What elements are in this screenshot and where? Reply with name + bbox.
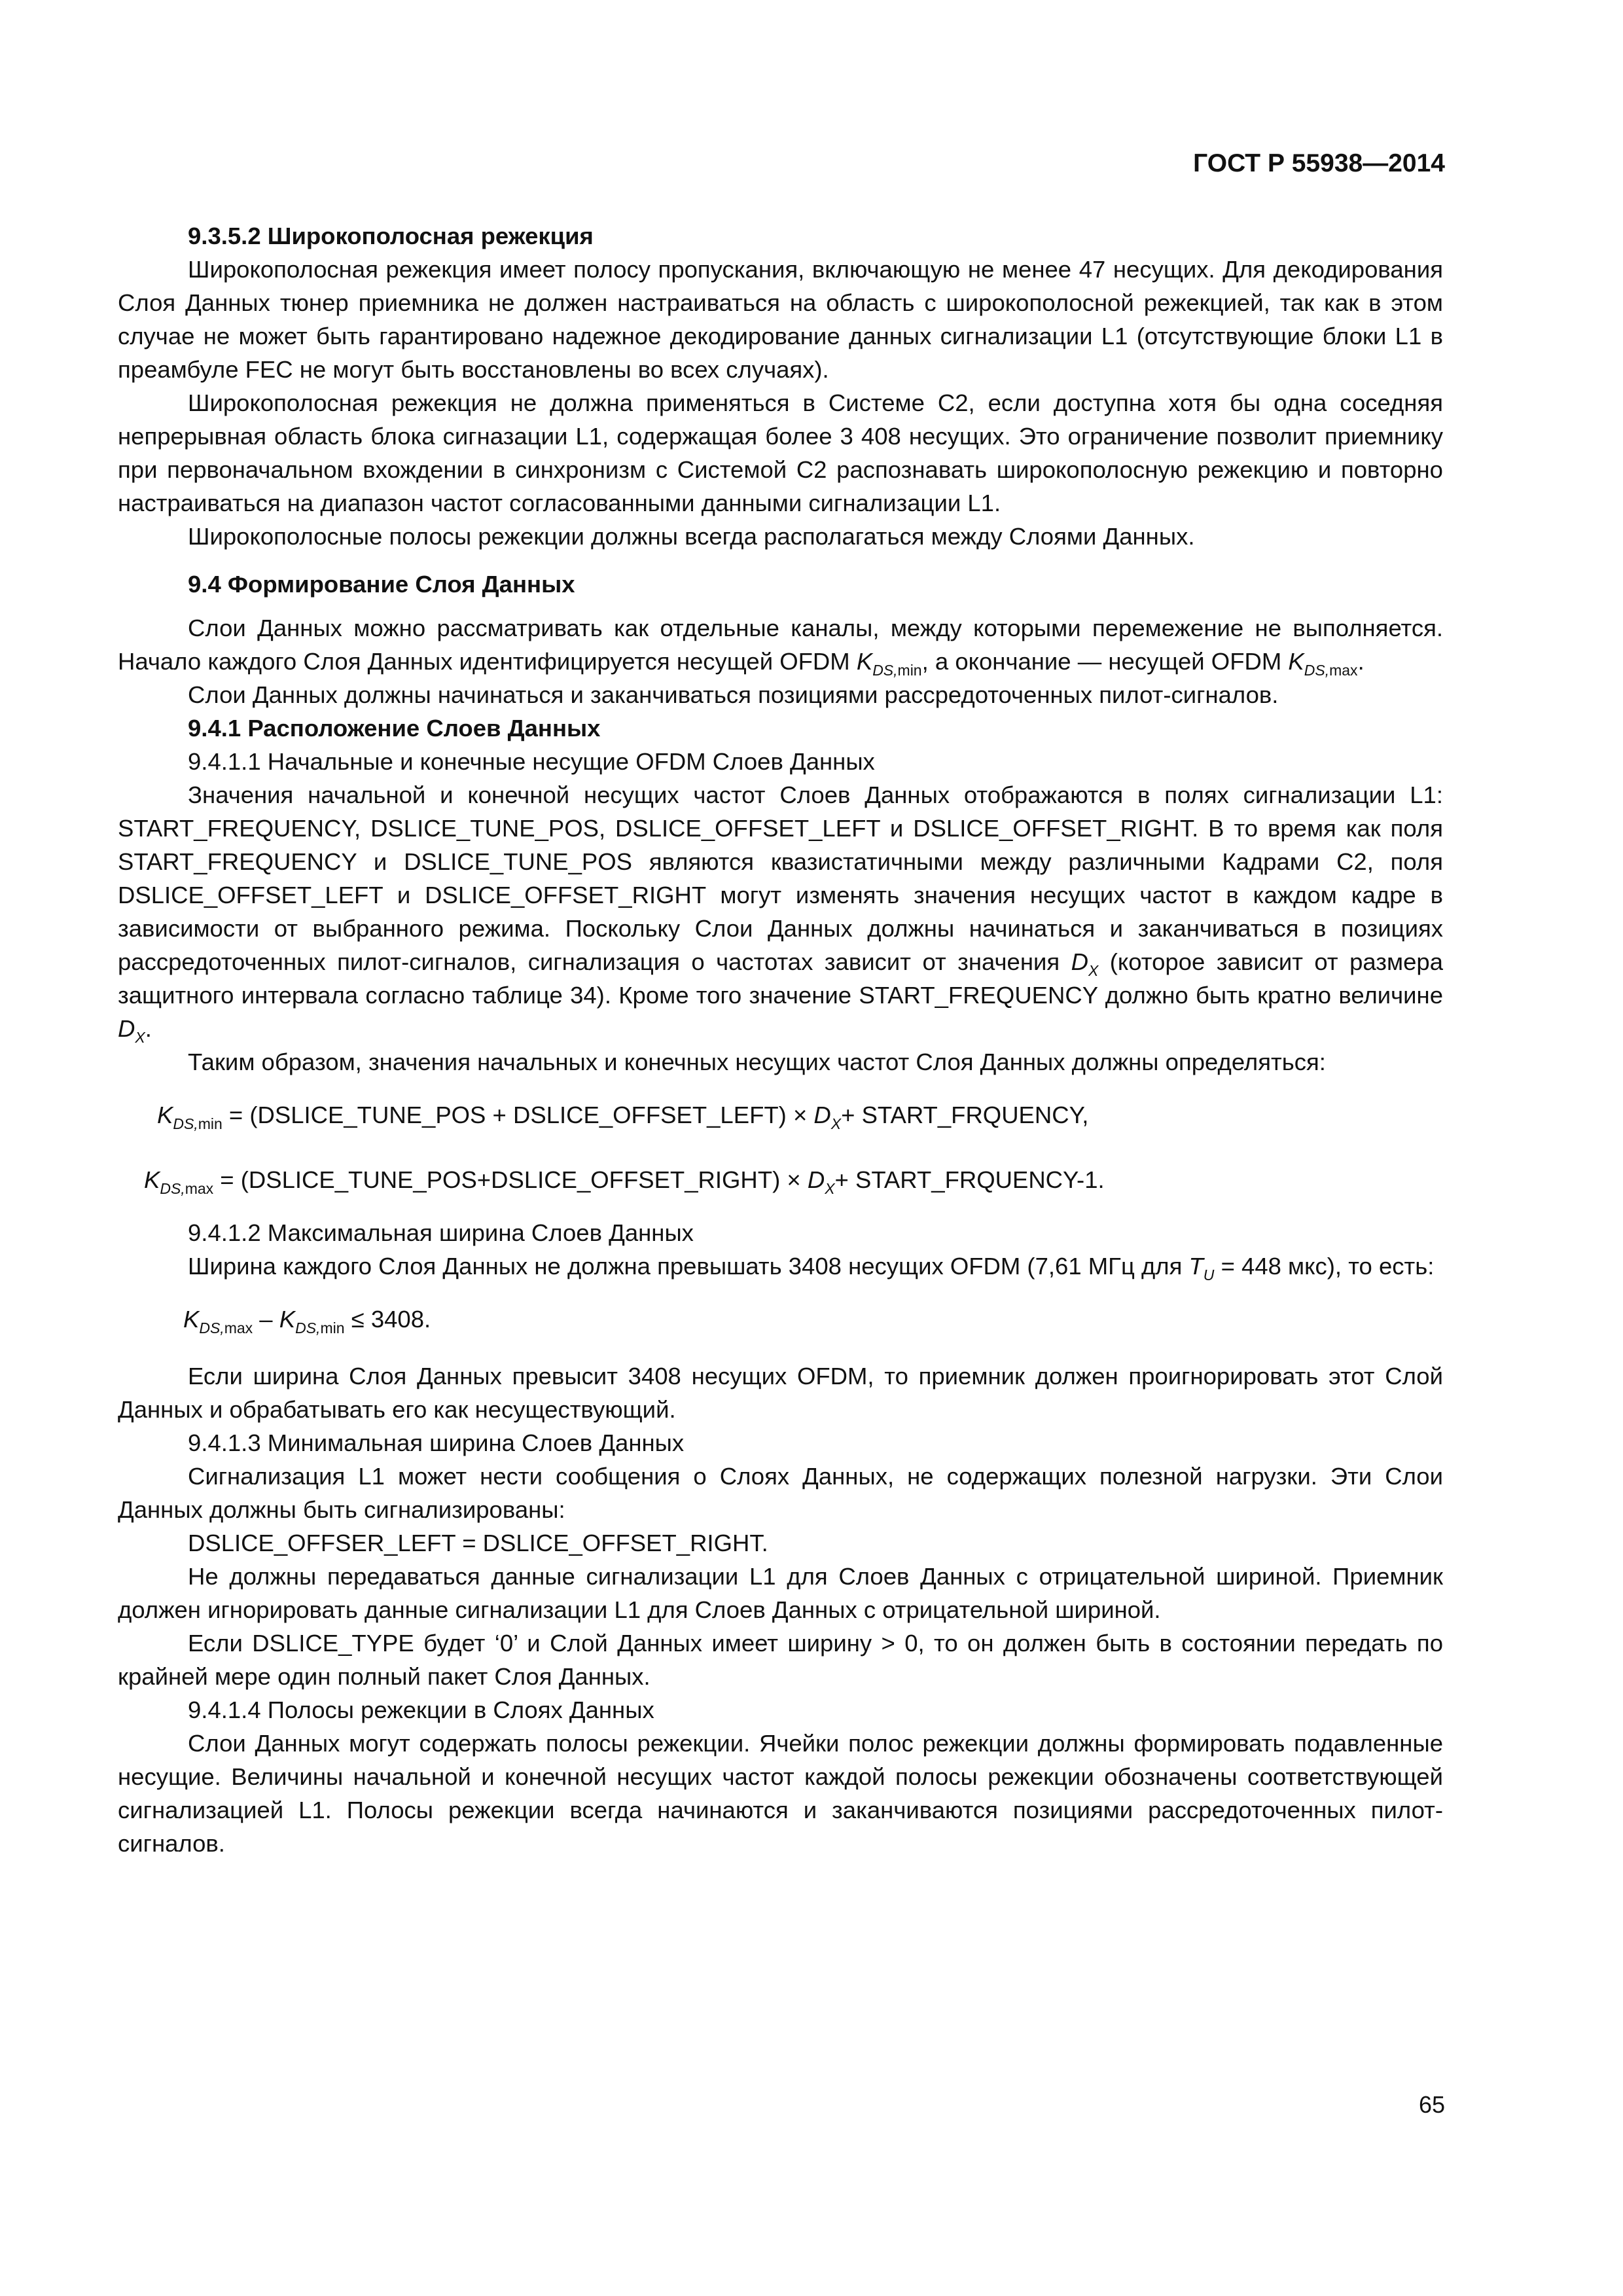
subsection-heading-9-4-1-2: 9.4.1.2 Максимальная ширина Слоев Данных: [188, 1219, 694, 1246]
formula-width-limit: $K_{DS,max} - K_{DS,min} \le 3408$.: [183, 1306, 431, 1336]
paragraph: Не должны передаваться данные сигнализации L1 для Слоев Данных с отрицательной шириной. Приемник должен игнорировать данные сигнализации L1 для Слоев Данных с отрицательной шириной.: [118, 1563, 1443, 1623]
paragraph: Если DSLICE_TYPE будет ‘0’ и Слой Данных имеет ширину > 0, то он должен быть в состоянии передать по крайней мере один полный пакет Слоя Данных.: [118, 1630, 1443, 1690]
paragraph: Слои Данных могут содержать полосы режекции. Ячейки полос режекции должны формировать подавленные несущие. Величины начальной и конечной несущих частот каждой полосы режекции обозначены соответствующей сигнализацией L1. Полосы режекции всегда начинаются и заканчиваются позициями рассредоточенных пилот-сигналов.: [118, 1730, 1443, 1857]
paragraph: Слои Данных можно рассматривать как отдельные каналы, между которыми перемежение не выполняется. Начало каждого Слоя Данных идентифицируется несущей OFDM $K_{DS,min}$, а окончание — несущей OFDM $K_{DS,max}$.: [118, 615, 1443, 679]
paragraph: Таким образом, значения начальных и конечных несущих частот Слоя Данных должны определяться:: [188, 1049, 1326, 1075]
document-body: [118, 219, 1443, 1860]
paragraph: Широкополосная режекция имеет полосу пропускания, включающую не менее 47 несущих. Для декодирования Слоя Данных тюнер приемника не должен настраиваться на область с широкополосной режекцией, так как в этом случае не может быть гарантировано надежное декодирование данных сигнализации L1 (отсутствующие блоки L1 в преамбуле FEC не могут быть восстановлены во всех случаях).: [118, 256, 1443, 383]
section-heading-9-4: 9.4 Формирование Слоя Данных: [188, 571, 575, 598]
subsection-heading-9-4-1-1: 9.4.1.1 Начальные и конечные несущие OFDM Слоев Данных: [188, 748, 875, 775]
paragraph: Ширина каждого Слоя Данных не должна превышать 3408 несущих OFDM (7,61 МГц для $T_U = 448$ мкс), то есть:: [188, 1253, 1435, 1283]
page-number: 65: [1418, 2091, 1445, 2118]
formula-k-ds-min: $K_{DS,min}$ = (DSLICE_TUNE_POS + DSLICE_OFFSET_LEFT) × $D_X+$ START_FRQUENCY,: [157, 1102, 1089, 1132]
paragraph: Значения начальной и конечной несущих частот Слоев Данных отображаются в полях сигнализации L1: START_FREQUENCY, DSLICE_TUNE_POS, DSLICE_OFFSET_LEFT и DSLICE_OFFSET_RIGHT. В то время как поля START_FREQUENCY и DSLICE_TUNE_POS являются квазистатичными между различными Кадрами С2, поля DSLICE_OFFSET_LEFT и DSLICE_OFFSET_RIGHT могут изменять значения несущих частот в каждом кадре в зависимости от выбранного режима. Поскольку Слои Данных должны начинаться и заканчиваться в позициях рассредоточенных пилот-сигналов, сигнализация о частотах зависит от значения $D_X$ (которое зависит от размера защитного интервала согласно таблице 34). Кроме того значение START_FREQUENCY должно быть кратно величине $D_X$.: [118, 781, 1443, 1046]
paragraph: DSLICE_OFFSER_LEFT = DSLICE_OFFSET_RIGHT.: [188, 1530, 768, 1556]
paragraph: Сигнализация L1 может нести сообщения о Слоях Данных, не содержащих полезной нагрузки. Эти Слои Данных должны быть сигнализированы:: [118, 1463, 1443, 1523]
formula-k-ds-max: $K_{DS,max}$ = (DSLICE_TUNE_POS+DSLICE_OFFSET_RIGHT) × $D_X+$ START_FRQUENCY-1.: [144, 1166, 1105, 1197]
paragraph: Широкополосная режекция не должна применяться в Системе С2, если доступна хотя бы одна соседняя непрерывная область блока сигназации L1, содержащая более 3 408 несущих. Это ограничение позволит приемнику при первоначальном вхождении в синхронизм с Системой С2 распознавать широкополосную режекцию и повторно настраиваться на диапазон частот согласованными данными сигнализации L1.: [118, 389, 1443, 516]
paragraph: Широкополосные полосы режекции должны всегда располагаться между Слоями Данных.: [188, 523, 1195, 550]
subsection-heading-9-4-1-4: 9.4.1.4 Полосы режекции в Слоях Данных: [188, 1696, 654, 1723]
section-heading-9-3-5-2: 9.3.5.2 Широкополосная режекция: [188, 223, 594, 249]
paragraph: Слои Данных должны начинаться и заканчиваться позициями рассредоточенных пилот-сигналов.: [188, 681, 1279, 708]
document-standard-id: ГОСТ Р 55938—2014: [1193, 149, 1445, 177]
paragraph: Если ширина Слоя Данных превысит 3408 несущих OFDM, то приемник должен проигнорировать этот Слой Данных и обрабатывать его как несуществующий.: [118, 1363, 1443, 1423]
subsection-heading-9-4-1-3: 9.4.1.3 Минимальная ширина Слоев Данных: [188, 1429, 685, 1456]
section-heading-9-4-1: 9.4.1 Расположение Слоев Данных: [188, 715, 601, 742]
